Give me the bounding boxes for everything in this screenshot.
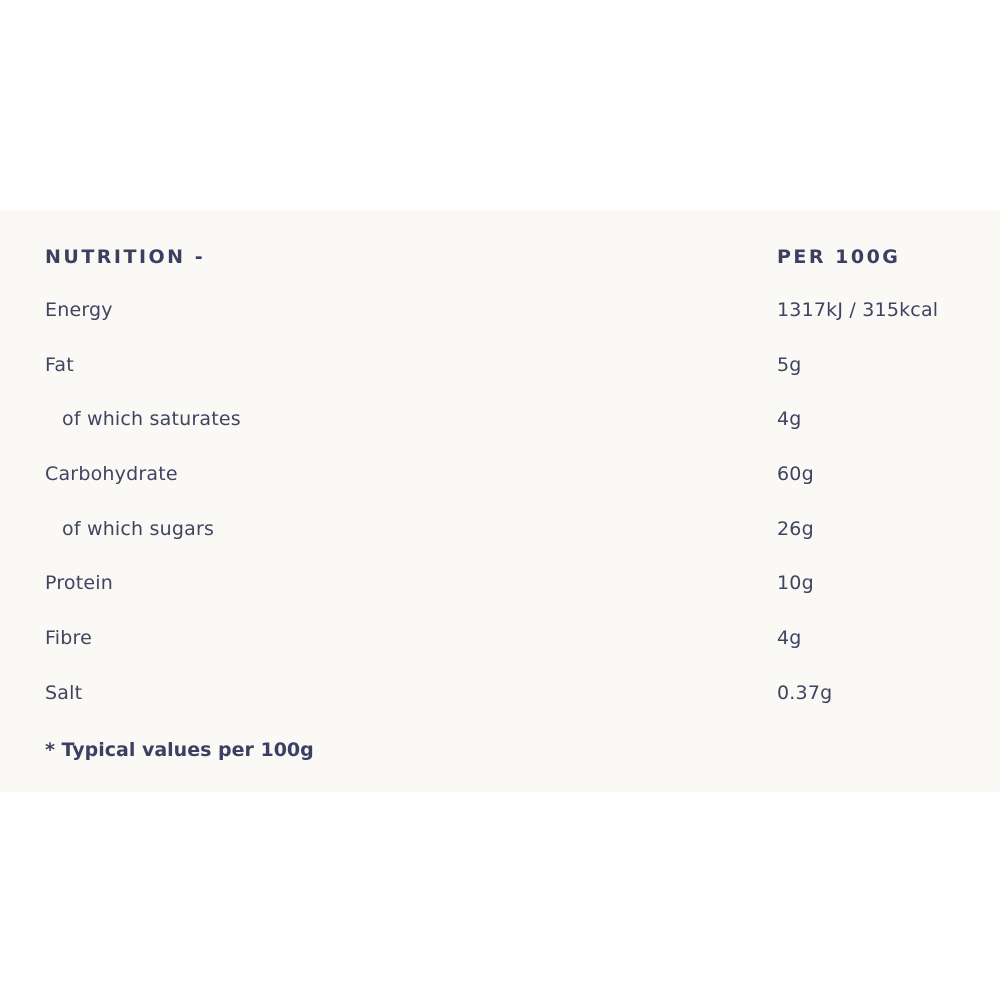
nutrient-value: 4g <box>777 408 802 431</box>
nutrition-row-energy <box>0 299 1000 354</box>
nutrition-table <box>0 299 1000 737</box>
nutrient-value: 5g <box>777 353 802 376</box>
nutrient-label: Fat <box>45 353 74 376</box>
nutrient-value: 1317kJ / 315kcal <box>777 299 939 321</box>
nutrition-row-saturates <box>0 408 1000 463</box>
nutrition-row-protein <box>0 572 1000 627</box>
nutrient-value: 26g <box>777 517 814 540</box>
nutrient-value: 60g <box>777 463 814 486</box>
nutrient-label: Energy <box>45 299 113 321</box>
nutrition-header <box>0 246 1000 270</box>
nutrient-label: of which sugars <box>62 517 215 540</box>
nutrition-row-fat <box>0 354 1000 409</box>
nutrient-value: 4g <box>777 627 802 650</box>
nutrition-row-sugars <box>0 518 1000 573</box>
nutrition-heading: NUTRITION - <box>45 246 206 268</box>
typical-values-footnote: * Typical values per 100g <box>45 739 314 761</box>
nutrient-label: Fibre <box>45 627 92 650</box>
nutrient-value: 10g <box>777 572 814 595</box>
nutrient-label: of which saturates <box>62 408 241 431</box>
nutrient-label: Protein <box>45 572 114 595</box>
nutrition-row-fibre <box>0 627 1000 682</box>
nutrition-row-carbohydrate <box>0 463 1000 518</box>
per-100g-heading: PER 100G <box>777 246 901 268</box>
nutrient-value: 0.37g <box>777 681 833 704</box>
nutrient-label: Carbohydrate <box>45 463 178 486</box>
nutrition-row-salt <box>0 682 1000 737</box>
nutrient-label: Salt <box>45 681 83 704</box>
nutrition-panel <box>0 210 1000 792</box>
